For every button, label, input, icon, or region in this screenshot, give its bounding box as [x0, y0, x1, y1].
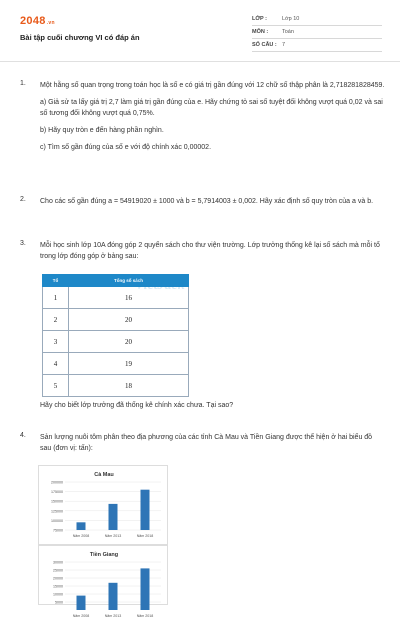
question-part-c: c) Tìm số gần đúng của số e với độ chính xác 0,00002. — [40, 144, 212, 151]
question-text: Mỗi học sinh lớp 10A đóng góp 2 quyển sách cho thư viện trường. Lớp trưởng thống kê lại số sách mà mỗi tổ trong lớp đóng góp ở bảng sau: — [40, 242, 380, 260]
question-text: Cho các số gần đúng a = 54919020 ± 1000 và b = 5,7914003 ± 0,002. Hãy xác định số quy tròn của a và b. — [40, 198, 374, 205]
question-number: 2. — [20, 196, 26, 203]
page-title: Bài tập cuối chương VI có đáp án — [20, 33, 140, 42]
meta-value: 7 — [282, 42, 286, 48]
question-body — [40, 80, 385, 159]
table-cell: 5 — [43, 375, 69, 397]
table-header-cell: Tổng số sách — [68, 275, 188, 287]
y-tick-label: 200000 — [51, 480, 63, 485]
meta-value: Lớp 10 — [282, 16, 300, 22]
meta-info — [252, 13, 382, 52]
table-cell: 20 — [68, 309, 188, 331]
table-cell: 4 — [43, 353, 69, 375]
question-text-after: Hãy cho biết lớp trưởng đã thống kê chính xác chưa. Tại sao? — [40, 402, 234, 409]
meta-value: Toán — [282, 29, 294, 35]
x-tick-label: Năm 2008 — [72, 534, 90, 538]
y-tick-label: 150000 — [51, 499, 63, 504]
watermark: VietJack — [135, 278, 185, 293]
x-tick-label: Năm 2013 — [104, 614, 122, 618]
table-row — [43, 309, 189, 331]
x-tick-label: Năm 2018 — [136, 614, 154, 618]
table-cell: 1 — [43, 287, 69, 309]
x-tick-label: Năm 2013 — [104, 534, 122, 538]
logo-text: 2048 — [20, 15, 46, 27]
question-text: Sản lượng nuôi tôm phân theo địa phương của các tỉnh Cà Mau và Tiền Giang được thể hiện ở hai biểu đồ sau (đơn vị: tấn): — [40, 434, 373, 452]
question-part-b: b) Hãy quy tròn e đến hàng phần nghìn. — [40, 127, 164, 134]
table-cell: 20 — [68, 331, 188, 353]
meta-row-grade — [252, 13, 382, 26]
y-tick-label: 30000 — [53, 560, 63, 565]
bar — [109, 504, 118, 530]
question-text: Một hằng số quan trọng trong toán học là số e có giá trị gần đúng với 12 chữ số thập phân là 2,718281828459. — [40, 82, 385, 89]
bar — [141, 568, 150, 610]
question-body — [40, 432, 385, 460]
table-cell: 16 — [68, 287, 188, 309]
bar — [77, 522, 86, 530]
chart-tien-giang-svg — [39, 546, 169, 626]
y-tick-label: 15000 — [53, 584, 63, 589]
table-header-cell: Tổ — [43, 275, 69, 287]
question-number: 4. — [20, 432, 26, 439]
chart-title: Cà Mau — [94, 472, 114, 478]
logo-tld: .vn — [46, 20, 55, 26]
y-tick-label: 175000 — [51, 490, 63, 495]
table-cell: 19 — [68, 353, 188, 375]
y-tick-label: 25000 — [53, 568, 63, 573]
meta-key: MÔN : — [252, 29, 269, 35]
x-tick-label: Năm 2018 — [136, 534, 154, 538]
table-row — [43, 375, 189, 397]
bar — [141, 490, 150, 530]
bar — [77, 596, 86, 610]
question-part-a: a) Giả sử ta lấy giá trị 2,7 làm giá trị gần đúng của e. Hãy chứng tỏ sai số tuyệt đối không vượt quá 0,02 và sai số tương đối không vượt quá 0,75%. — [40, 99, 383, 117]
table-cell: 3 — [43, 331, 69, 353]
chart-title: Tiền Giang — [89, 552, 119, 558]
meta-row-subject — [252, 26, 382, 39]
chart-ca-mau — [38, 465, 168, 545]
question-body-after — [40, 400, 385, 417]
meta-key: LỚP : — [252, 16, 267, 22]
y-tick-label: 5000 — [55, 600, 63, 605]
y-tick-label: 125000 — [51, 509, 63, 514]
question-number: 1. — [20, 80, 26, 87]
chart-tien-giang — [38, 545, 168, 618]
page-header — [0, 0, 400, 62]
table-row — [43, 331, 189, 353]
question-body — [40, 240, 385, 268]
table-cell: 2 — [43, 309, 69, 331]
y-tick-label: 10000 — [53, 592, 63, 597]
meta-key: SỐ CÂU : — [252, 42, 277, 48]
table-row — [43, 353, 189, 375]
x-tick-label: Năm 2008 — [72, 614, 90, 618]
question-number: 3. — [20, 240, 26, 247]
site-logo[interactable] — [20, 15, 55, 27]
table-wrapper — [20, 274, 220, 404]
y-tick-label: 20000 — [53, 576, 63, 581]
y-tick-label: 75000 — [53, 528, 63, 533]
table-cell: 18 — [68, 375, 188, 397]
chart-ca-mau-svg — [39, 466, 169, 546]
question-body — [40, 196, 385, 213]
bar — [109, 583, 118, 610]
meta-row-count — [252, 39, 382, 52]
y-tick-label: 100000 — [51, 518, 63, 523]
